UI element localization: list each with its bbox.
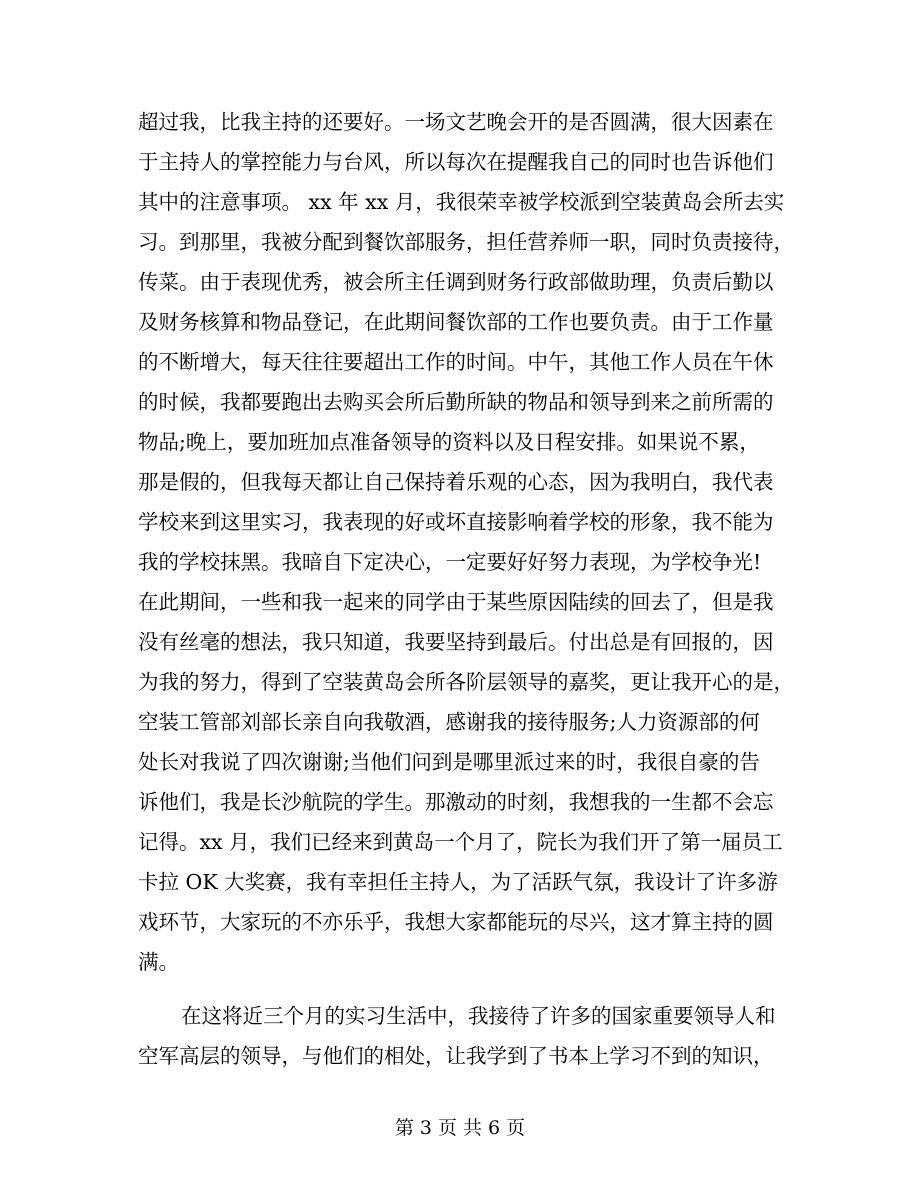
text-line: 没有丝毫的想法，我只知道，我要坚持到最后。付出总是有回报的，因 [138,630,774,654]
text-line: 的时候，我都要跑出去购买会所后勤所缺的物品和领导到来之前所需的 [138,390,774,414]
page-number-footer: 第 3 页 共 6 页 [394,1117,526,1139]
text-line: 传菜。由于表现优秀，被会所主任调到财务行政部做助理，负责后勤以 [138,270,774,294]
paragraph-1 [138,102,794,982]
text-line: 于主持人的掌控能力与台风，所以每次在提醒我自己的同时也告诉他们 [138,150,774,174]
text-line: 空装工管部刘部长亲自向我敬酒，感谢我的接待服务;人力资源部的何 [138,710,760,734]
text-line: 为我的努力，得到了空装黄岛会所各阶层领导的嘉奖，更让我开心的是， [138,670,794,694]
text-line: 记得。xx 月，我们已经来到黄岛一个月了，院长为我们开了第一届员工 [138,830,783,854]
text-line: 学校来到这里实习，我表现的好或坏直接影响着学校的形象，我不能为 [138,510,774,534]
text-line: 及财务核算和物品登记，在此期间餐饮部的工作也要负责。由于工作量 [138,310,774,334]
paragraph-2 [138,996,788,1076]
text-line: 物品;晚上，要加班加点准备领导的资料以及日程安排。如果说不累， [138,430,760,454]
paragraph-spacer [138,982,788,996]
text-line: 在此期间，一些和我一起来的同学由于某些原因陆续的回去了，但是我 [138,590,774,614]
text-line: 诉他们，我是长沙航院的学生。那激动的时刻，我想我的一生都不会忘 [138,790,774,814]
text-line: 我的学校抹黑。我暗自下定决心，一定要好好努力表现，为学校争光! [138,550,762,574]
text-line: 超过我，比我主持的还要好。一场文艺晚会开的是否圆满，很大因素在 [138,110,774,134]
text-line: 的不断增大，每天往往要超出工作的时间。中午，其他工作人员在午休 [138,350,774,374]
text-line: 在这将近三个月的实习生活中，我接待了许多的国家重要领导人和 [181,1004,776,1028]
text-line: 戏环节，大家玩的不亦乐乎，我想大家都能玩的尽兴，这才算主持的圆 [138,910,774,934]
text-line: 空军高层的领导，与他们的相处，让我学到了书本上学习不到的知识， [138,1044,774,1068]
text-line: 习。到那里，我被分配到餐饮部服务，担任营养师一职，同时负责接待， [138,230,794,254]
text-line: 满。 [138,950,179,974]
text-line: 其中的注意事项。 xx 年 xx 月，我很荣幸被学校派到空装黄岛会所去实 [138,190,785,214]
text-line: 处长对我说了四次谢谢;当他们问到是哪里派过来的时，我很自豪的告 [138,750,760,774]
body-text [138,102,794,1076]
text-line: 卡拉 OK 大奖赛，我有幸担任主持人，为了活跃气氛，我设计了许多游 [138,870,778,894]
text-line: 那是假的，但我每天都让自己保持着乐观的心态，因为我明白，我代表 [138,470,774,494]
